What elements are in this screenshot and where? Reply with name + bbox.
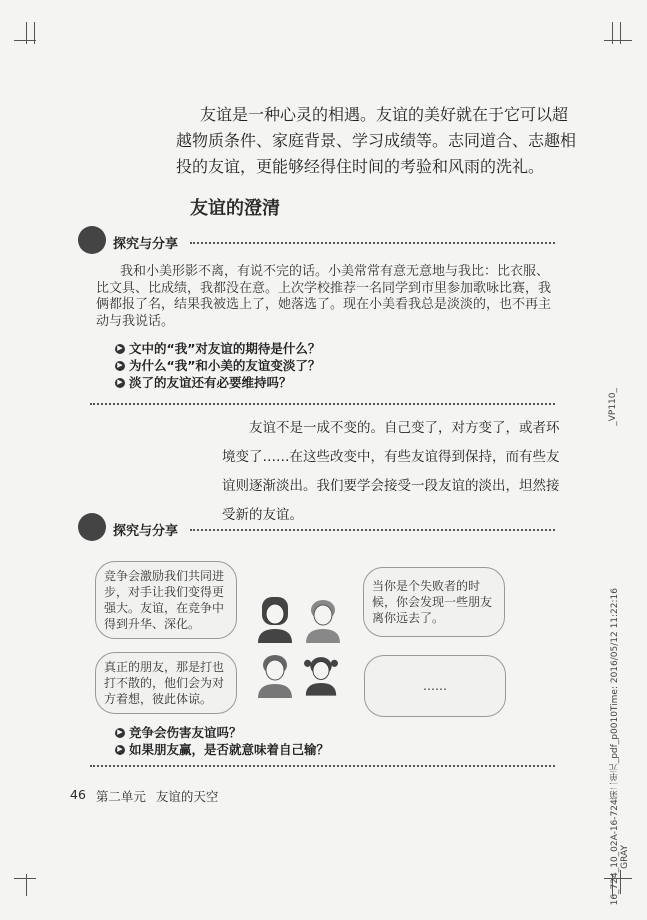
- middle-paragraph: [222, 414, 560, 530]
- section-heading: 友谊的澄清: [190, 198, 280, 219]
- question-text: 竞争会伤害友谊吗？: [129, 725, 242, 740]
- page-number: 46: [70, 787, 86, 802]
- arrow-bullet-icon: ▶: [115, 378, 125, 388]
- question-text: 为什么“我”和小美的友谊变淡了？: [129, 358, 321, 373]
- question-list: [115, 724, 329, 758]
- speech-bubble: 竞争会激励我们共同进步，对手让我们变得更强大。友谊，在竞争中得到升华、深化。: [95, 561, 237, 639]
- speech-bubble: ……: [364, 655, 506, 717]
- question: [115, 374, 320, 391]
- divider: [90, 403, 555, 405]
- text-line: 我和小美形影不离，有说不完的话。小美常常有意无意地与我比：比衣服、: [120, 264, 550, 279]
- print-file-info: 16_724_10_02A-16-724第二单元_pdf_p0010Time: 2016/05/12 11:22:16: [610, 588, 620, 906]
- arrow-bullet-icon: ▶: [115, 728, 125, 738]
- text-line: 比文具、比成绩，我都没在意。上次学校推荐一名同学到市里参加歌咏比赛，我: [96, 280, 552, 296]
- girl-pigtails-avatar-icon: [304, 652, 338, 698]
- question-list: [115, 340, 320, 391]
- text-line: 投的友谊，更能够经得住时间的考验和风雨的洗礼。: [176, 157, 545, 176]
- unit-title: 友谊的天空: [155, 789, 219, 804]
- section-title: 探究与分享: [113, 237, 179, 252]
- intro-paragraph: [176, 102, 576, 180]
- question: [115, 357, 320, 374]
- explore-share-icon: [78, 226, 106, 254]
- arrow-bullet-icon: ▶: [115, 745, 125, 755]
- text-line: 俩都报了名，结果我被选上了，她落选了。现在小美看我总是淡淡的，也不再主: [96, 297, 552, 312]
- question: [115, 724, 329, 741]
- text-line: 越物质条件、家庭背景、学习成绩等。志同道合、志趣相: [176, 131, 577, 150]
- story-text: [96, 264, 551, 330]
- girl-avatar-icon: [258, 597, 292, 643]
- divider: [90, 765, 555, 767]
- arrow-bullet-icon: ▶: [115, 361, 125, 371]
- explore-share-icon: [78, 513, 106, 541]
- text-line: 受新的友谊。: [222, 507, 303, 523]
- boy-avatar-icon: [258, 652, 292, 698]
- text-line: 友谊不是一成不变的。自己变了，对方变了，或者环: [249, 420, 560, 436]
- boy-avatar-icon: [306, 597, 340, 643]
- crop-mark: [604, 40, 632, 41]
- text-line: 友谊是一种心灵的相遇。友谊的美好就在于它可以超: [200, 105, 569, 124]
- section-title: 探究与分享: [113, 524, 179, 539]
- crop-mark: [620, 22, 621, 44]
- crop-mark: [34, 22, 35, 44]
- text-line: 境变了……在这些改变中，有些友谊得到保持，而有些友: [222, 449, 560, 465]
- crop-mark: [14, 40, 36, 41]
- divider: [190, 529, 555, 531]
- crop-mark: [612, 22, 613, 44]
- question: [115, 741, 329, 758]
- text-line: 动与我说话。: [96, 313, 175, 329]
- crop-mark: [26, 874, 27, 896]
- print-color-mode: GRAY: [620, 845, 630, 869]
- speech-bubble: 当你是个失败者的时候，你会发现一些朋友离你远去了。: [363, 567, 505, 637]
- crop-mark: [26, 22, 27, 44]
- page-footer: [70, 787, 218, 805]
- question-text: 如果朋友赢，是否就意味着自己输？: [129, 742, 330, 757]
- question-text: 淡了的友谊还有必要维持吗？: [129, 375, 292, 390]
- print-code: _VP110_: [608, 388, 618, 426]
- unit-label: 第二单元: [95, 789, 146, 804]
- arrow-bullet-icon: ▶: [115, 344, 125, 354]
- speech-bubble: 真正的朋友，那是打也打不散的，他们会为对方着想，彼此体谅。: [95, 652, 237, 714]
- divider: [190, 242, 555, 244]
- question-text: 文中的“我”对友谊的期待是什么？: [129, 341, 321, 356]
- crop-mark: [14, 878, 36, 879]
- question: [115, 340, 320, 357]
- text-line: 谊则逐渐淡出。我们要学会接受一段友谊的淡出，坦然接: [222, 478, 560, 494]
